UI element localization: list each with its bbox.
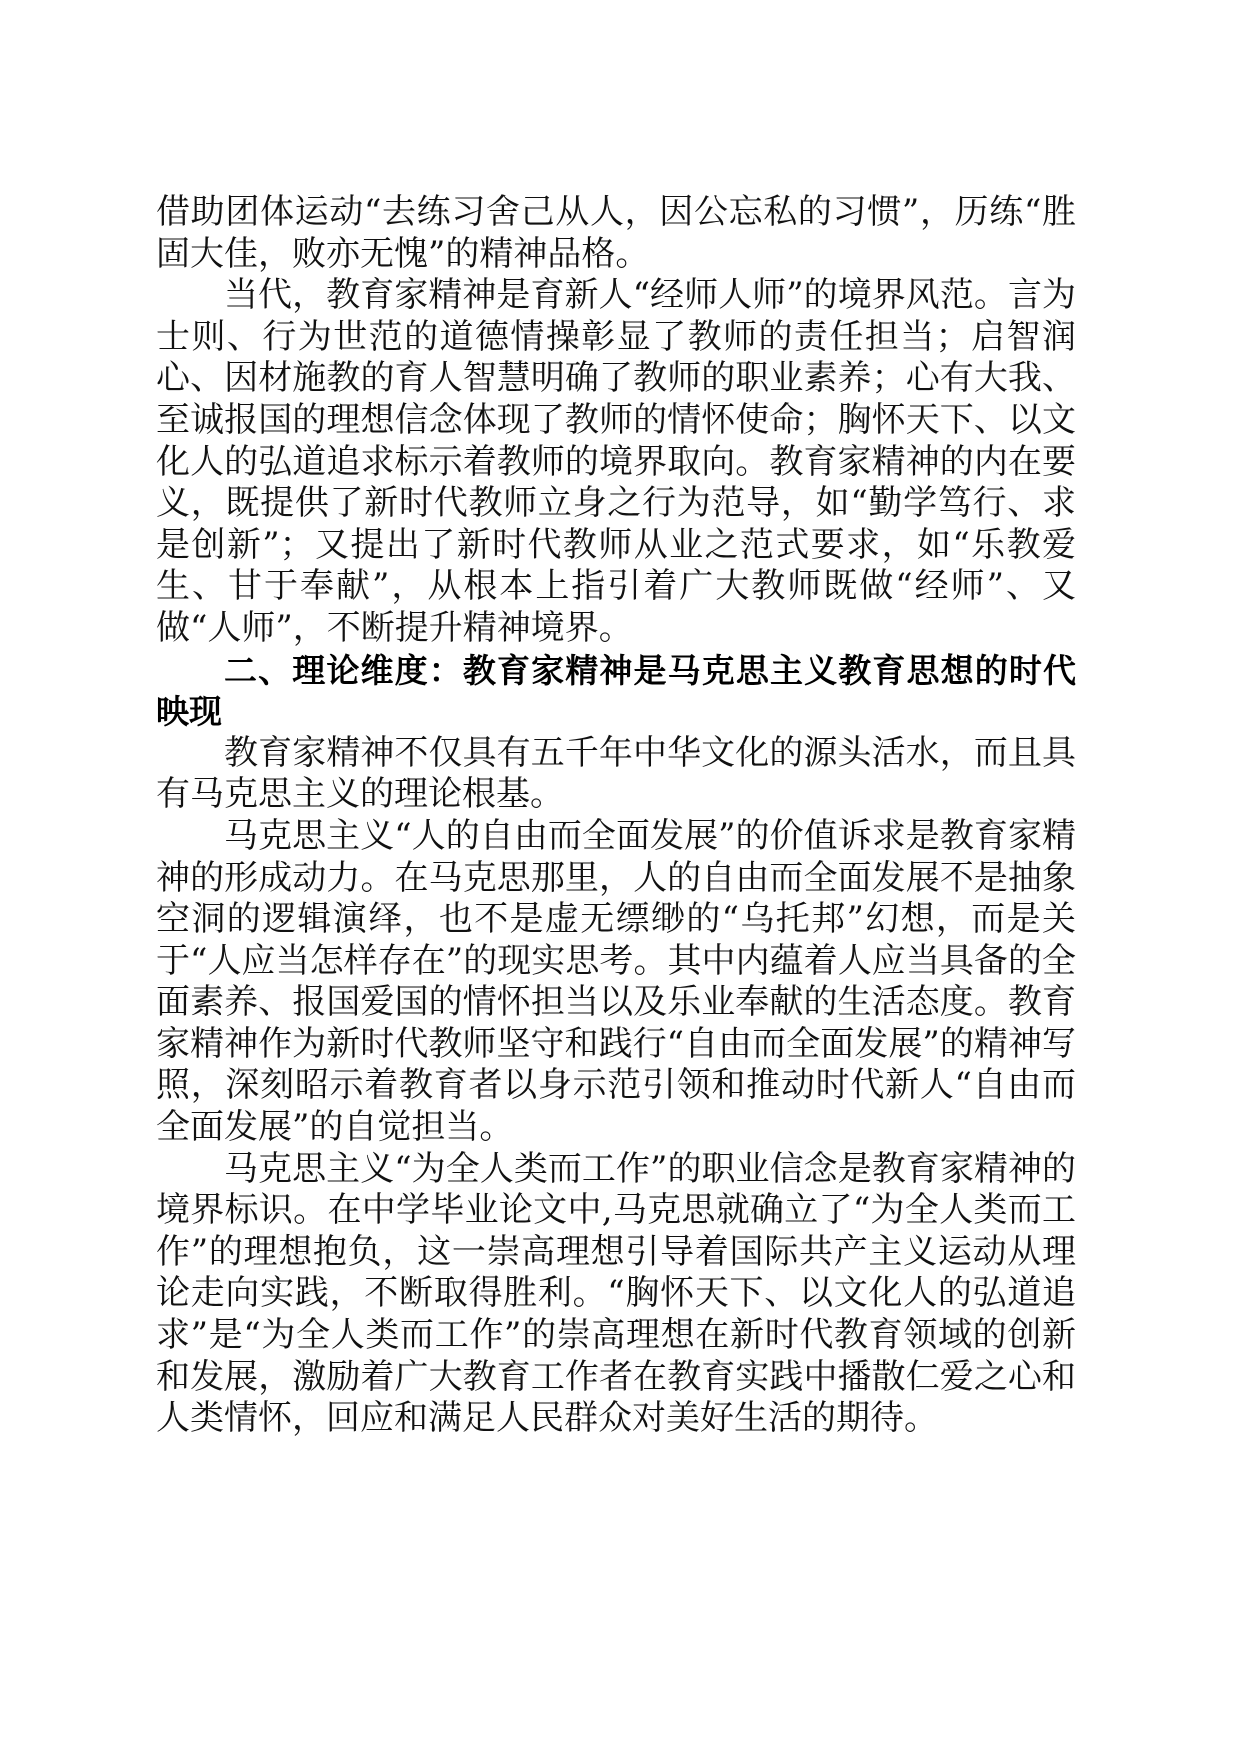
paragraph-free-development: 马克思主义“人的自由而全面发展”的价值诉求是教育家精神的形成动力。在马克思那里，人的自由而全面发展不是抽象空洞的逻辑演绎，也不是虚无缥缈的“乌托邦”幻想，而是关于“人应当怎样存在”的现实思考。其中内蕴着人应当具备的全面素养、报国爱国的情怀担当以及乐业奉献的生活态度。教育家精神作为新时代教师坚守和践行“自由而全面发展”的精神写照，深刻昭示着教育者以身示范引领和推动时代新人“自由而全面发展”的自觉担当。: [156, 815, 1076, 1148]
document-body: [156, 192, 1076, 1440]
section-heading-theory: 二、理论维度：教育家精神是马克思主义教育思想的时代映现: [156, 650, 1076, 732]
paragraph-contemporary-spirit: 当代，教育家精神是育新人“经师人师”的境界风范。言为士则、行为世范的道德情操彰显了教师的责任担当；启智润心、因材施教的育人智慧明确了教师的职业素养；心有大我、至诚报国的理想信念体现了教师的情怀使命；胸怀天下、以文化人的弘道追求标示着教师的境界取向。教育家精神的内在要义，既提供了新时代教师立身之行为范导，如“勤学笃行、求是创新”；又提出了新时代教师从业之范式要求，如“乐教爱生、甘于奉献”，从根本上指引着广大教师既做“经师”、又做“人师”，不断提升精神境界。: [156, 275, 1076, 648]
paragraph-work-for-humanity: 马克思主义“为全人类而工作”的职业信念是教育家精神的境界标识。在中学毕业论文中,马克思就确立了“为全人类而工作”的理想抱负，这一崇高理想引导着国际共产主义运动从理论走向实践，不断取得胜利。“胸怀天下、以文化人的弘道追求”是“为全人类而工作”的崇高理想在新时代教育领域的创新和发展，激励着广大教育工作者在教育实践中播散仁爱之心和人类情怀，回应和满足人民群众对美好生活的期待。: [156, 1148, 1076, 1439]
paragraph-theory-intro: 教育家精神不仅具有五千年中华文化的源头活水，而且具有马克思主义的理论根基。: [156, 732, 1076, 815]
paragraph-continuation: 借助团体运动“去练习舍己从人，因公忘私的习惯”，历练“胜固大佳，败亦无愧”的精神品格。: [156, 192, 1076, 274]
